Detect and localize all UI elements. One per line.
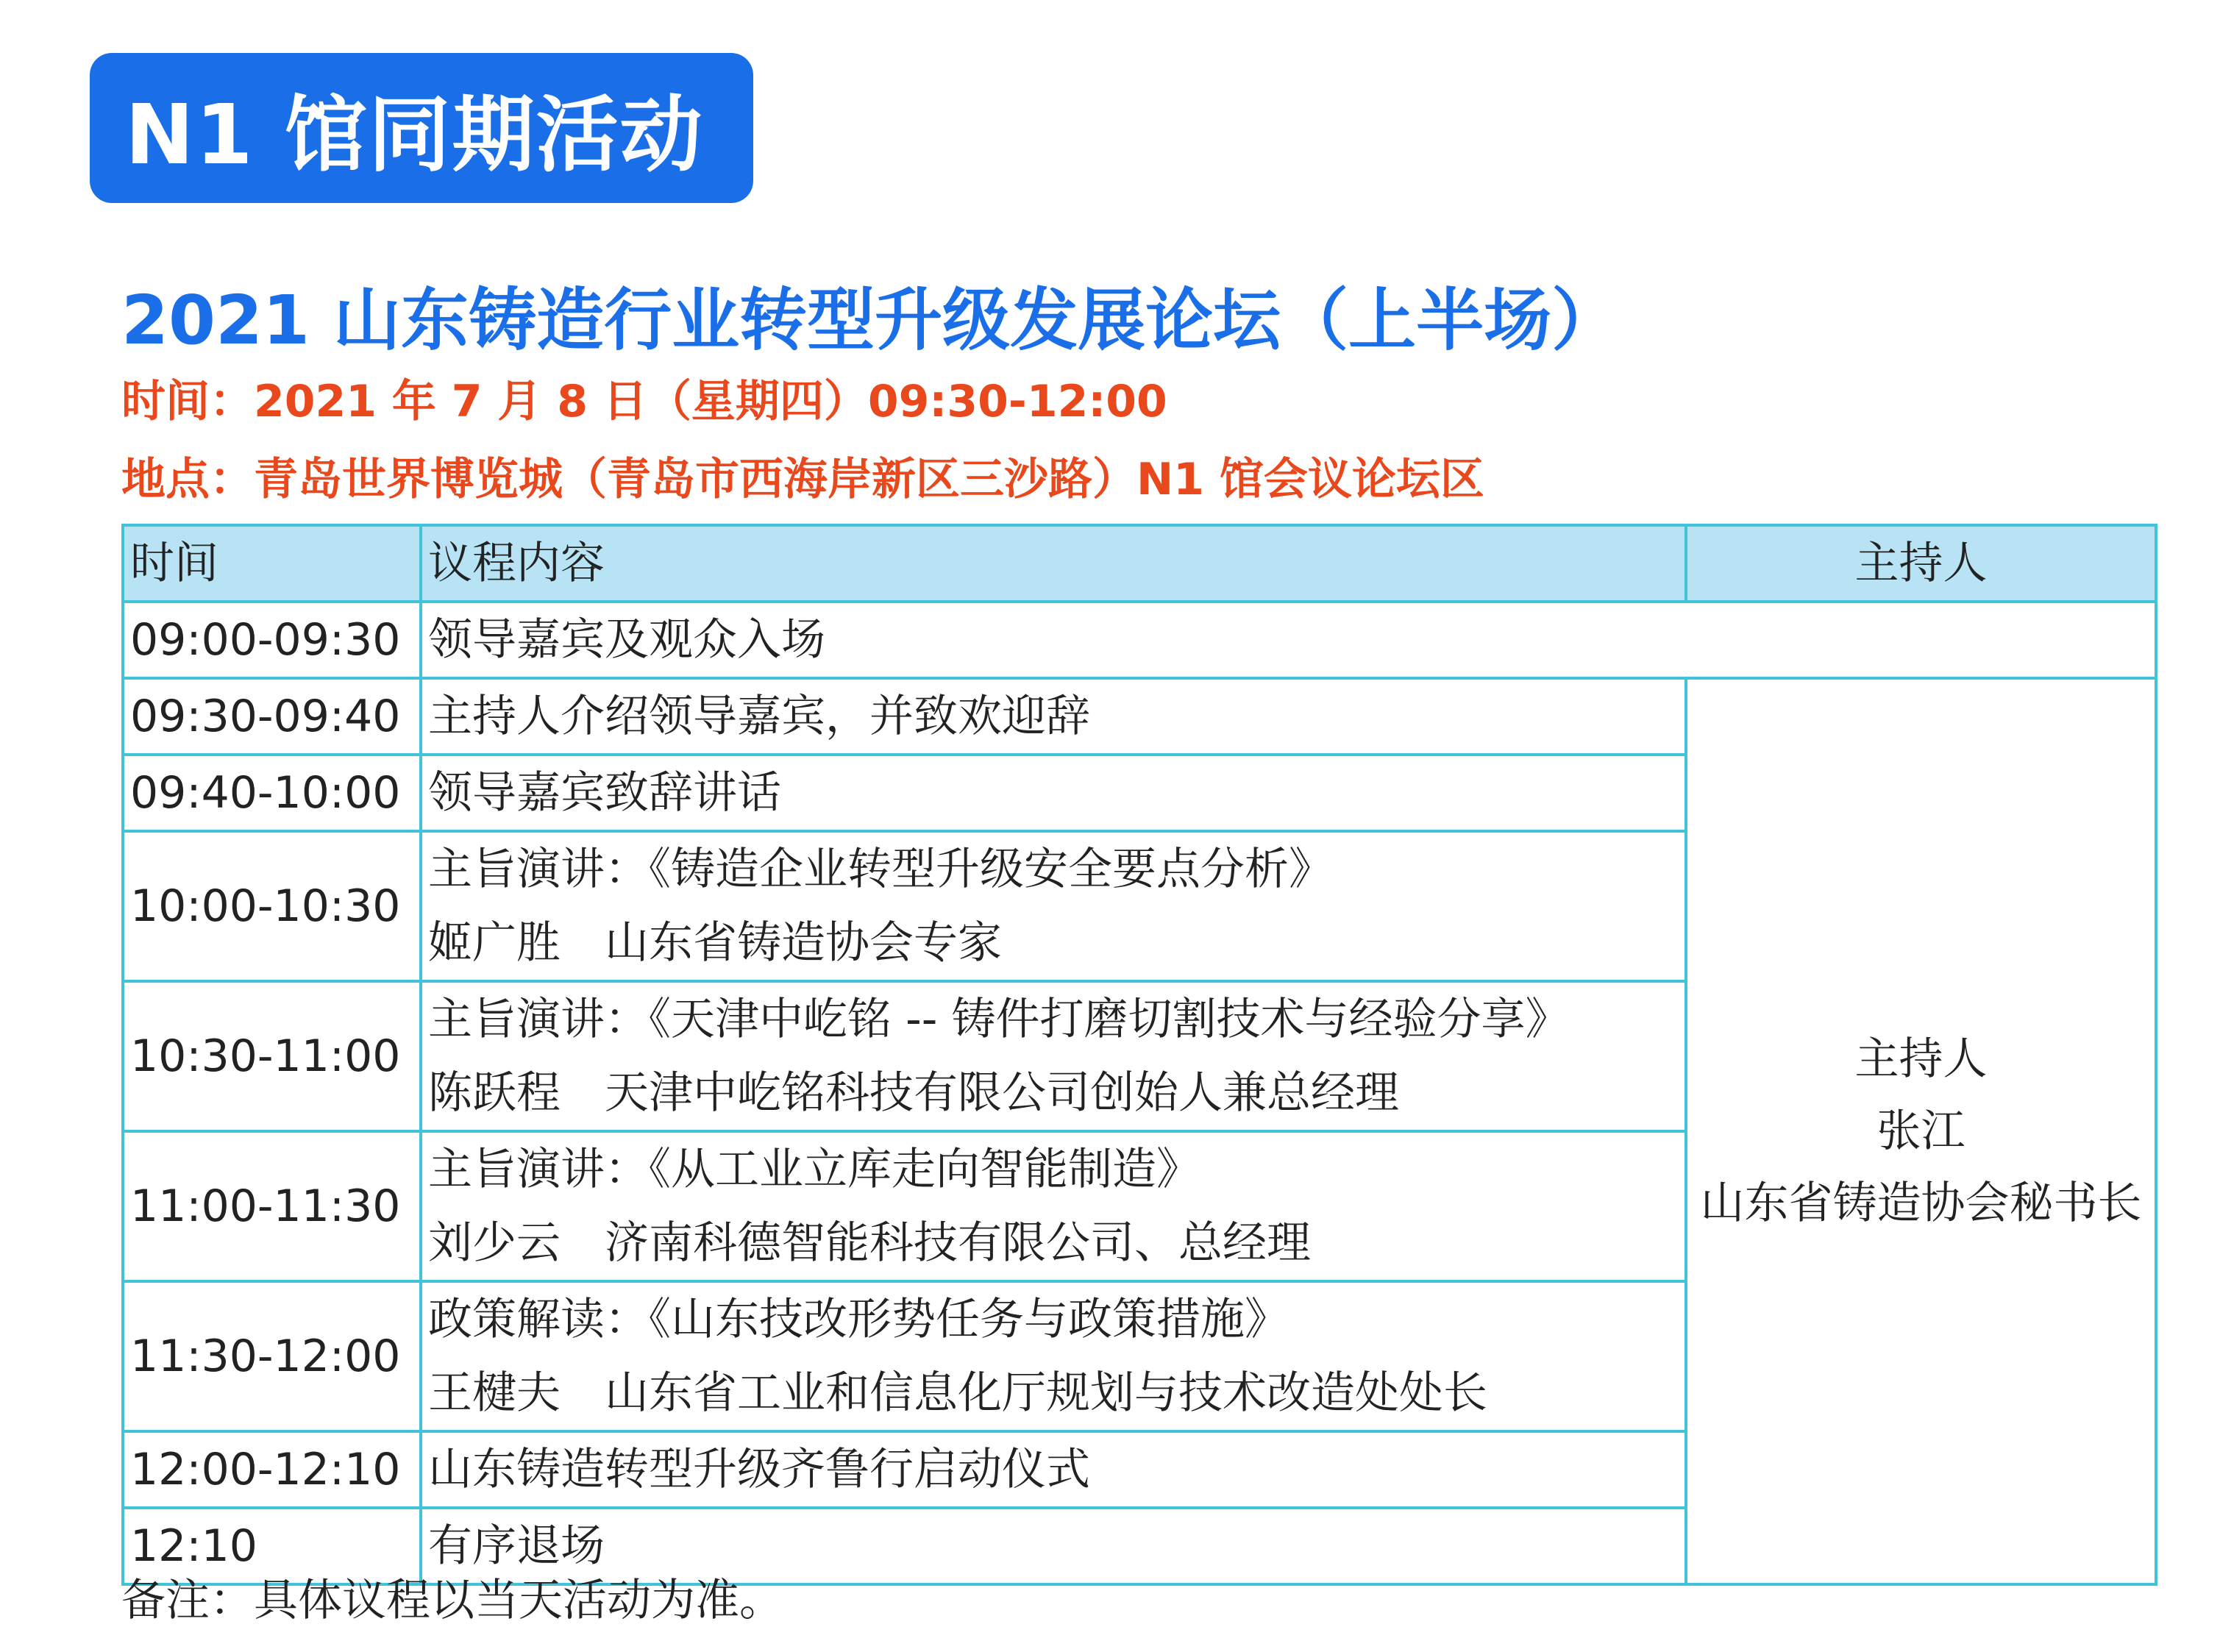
row-time: 09:30-09:40 [123, 678, 421, 755]
speaker: 陈跃程 天津中屹铭科技有限公司创始人兼总经理 [428, 1067, 1399, 1119]
badge-label: N1 馆同期活动 [125, 87, 704, 183]
row-content: 山东铸造转型升级齐鲁行启动仪式 [421, 1431, 1686, 1508]
row-content: 主持人介绍领导嘉宾，并致欢迎辞 [421, 678, 1686, 755]
host-cell [1686, 678, 2156, 1584]
row-time: 09:40-10:00 [123, 755, 421, 831]
row-content [421, 831, 1686, 981]
row-time: 11:30-12:00 [123, 1281, 421, 1431]
row-content [421, 1281, 1686, 1431]
footnote: 备注：具体议程以当天活动为准。 [121, 1575, 783, 1626]
header-time: 时间 [123, 525, 421, 602]
section-badge [90, 53, 753, 203]
event-place: 地点：青岛世界博览城（青岛市西海岸新区三沙路）N1 馆会议论坛区 [121, 454, 1484, 505]
table-row [123, 678, 2156, 755]
row-content: 领导嘉宾及观众入场 [421, 602, 2156, 678]
speaker: 王楗夫 山东省工业和信息化厅规划与技术改造处处长 [428, 1367, 1487, 1419]
event-time: 时间：2021 年 7 月 8 日（星期四）09:30-12:00 [121, 376, 1167, 427]
speaker: 刘少云 济南科德智能科技有限公司、总经理 [428, 1217, 1311, 1269]
table-row [123, 602, 2156, 678]
agenda-table [121, 524, 2157, 1586]
header-host: 主持人 [1686, 525, 2156, 602]
forum-title: 2021 山东铸造行业转型升级发展论坛（上半场） [121, 281, 1620, 360]
host-title: 山东省铸造协会秘书长 [1700, 1178, 2142, 1229]
row-time: 11:00-11:30 [123, 1131, 421, 1281]
row-content [421, 1131, 1686, 1281]
host-name: 张江 [1876, 1106, 1965, 1157]
talk-title: 主旨演讲：《天津中屹铭 -- 铸件打磨切割技术与经验分享》 [428, 994, 1570, 1045]
row-time: 10:00-10:30 [123, 831, 421, 981]
header-content: 议程内容 [421, 525, 1686, 602]
talk-title: 主旨演讲：《铸造企业转型升级安全要点分析》 [428, 844, 1333, 895]
talk-title: 主旨演讲：《从工业立库走向智能制造》 [428, 1144, 1200, 1195]
host-label: 主持人 [1854, 1033, 1988, 1085]
row-content: 领导嘉宾致辞讲话 [421, 755, 1686, 831]
row-content [421, 981, 1686, 1131]
speaker: 姬广胜 山东省铸造协会专家 [428, 917, 1002, 969]
talk-title: 政策解读：《山东技改形势任务与政策措施》 [428, 1294, 1289, 1345]
row-time: 10:30-11:00 [123, 981, 421, 1131]
row-content: 有序退场 [421, 1508, 1686, 1584]
row-time: 12:10 [123, 1508, 421, 1584]
row-time: 09:00-09:30 [123, 602, 421, 678]
table-header-row [123, 525, 2156, 602]
row-time: 12:00-12:10 [123, 1431, 421, 1508]
